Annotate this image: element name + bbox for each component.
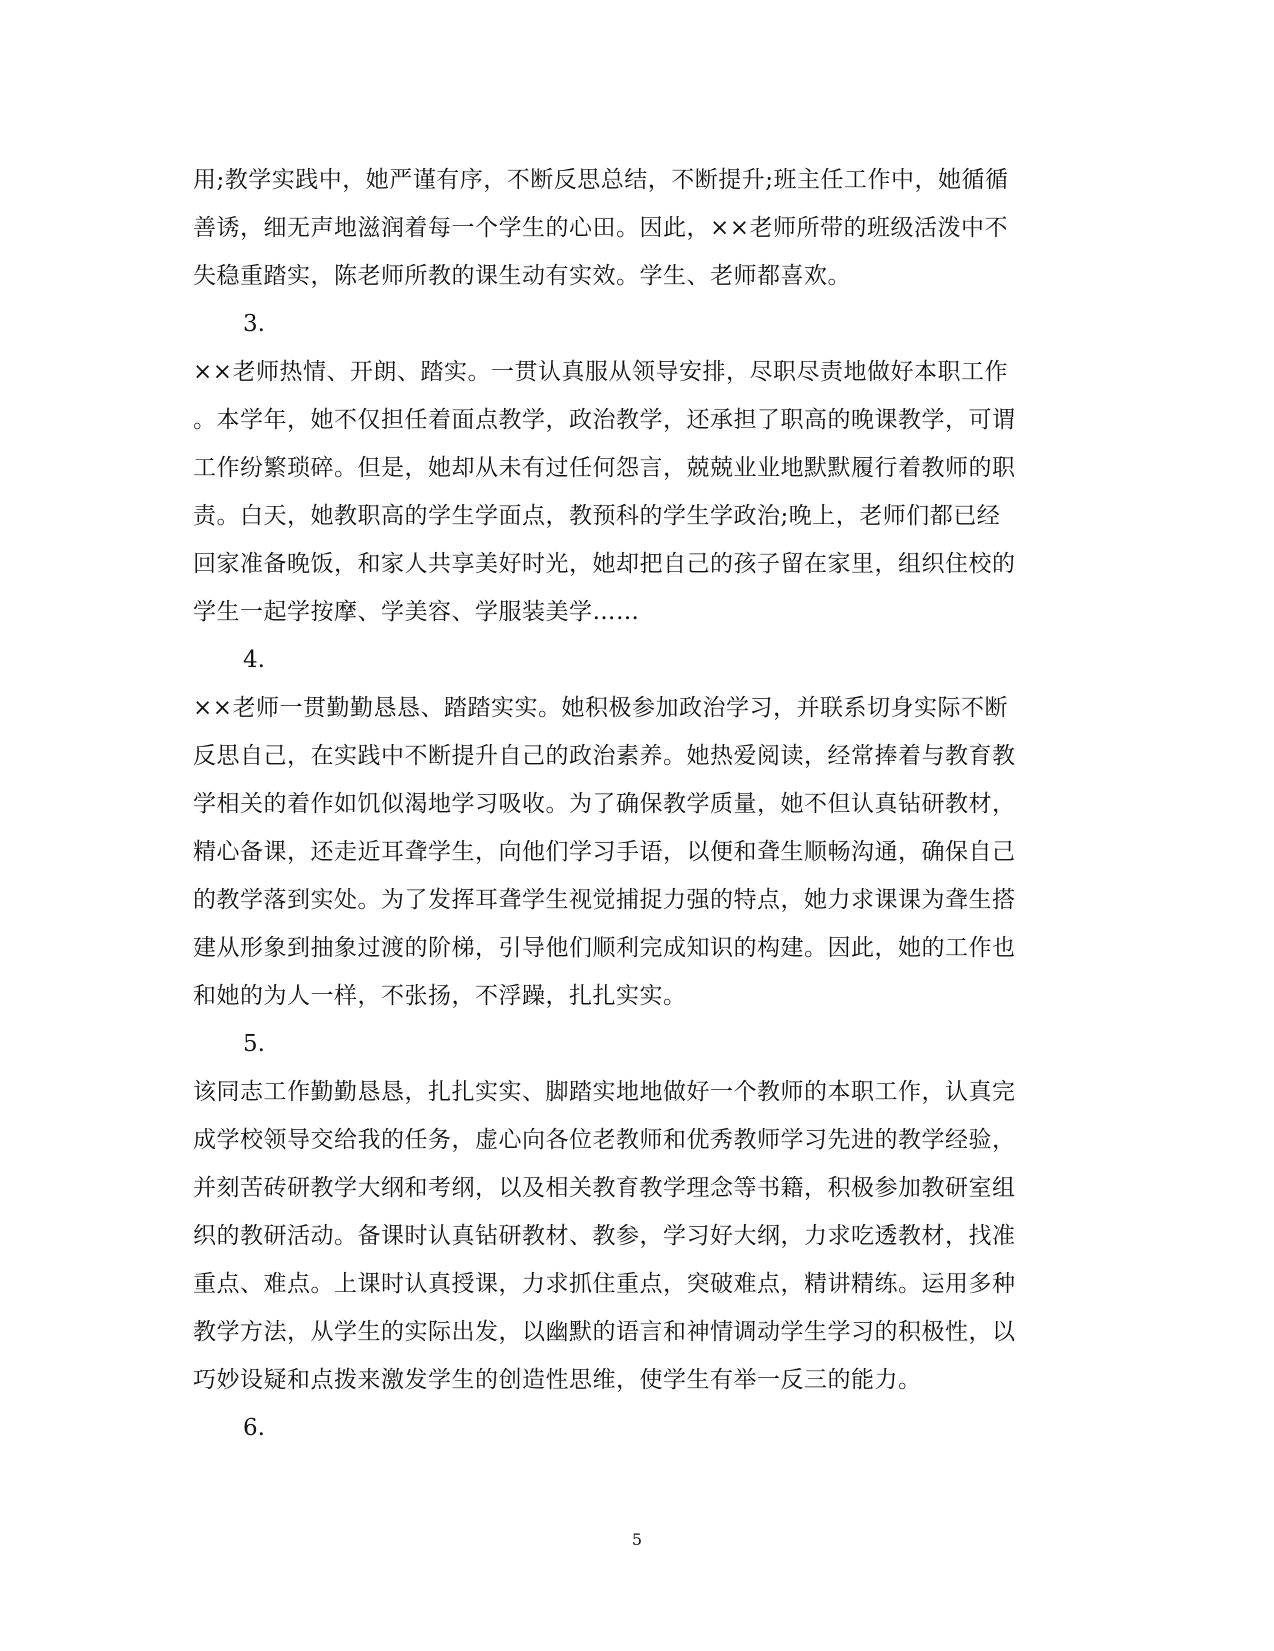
text-line: 的教学落到实处。为了发挥耳聋学生视觉捕捉力强的特点，她力求课课为聋生搭 [193, 887, 1016, 913]
text-line: 该同志工作勤勤恳恳，扎扎实实、脚踏实地地做好一个教师的本职工作，认真完 [193, 1079, 1016, 1105]
text-line: 建从形象到抽象过渡的阶梯，引导他们顺利完成知识的构建。因此，她的工作也 [193, 935, 1016, 961]
item-number: 6. [243, 1415, 265, 1441]
text-line: 并刻苦砖研教学大纲和考纲，以及相关教育教学理念等书籍，积极参加教研室组 [193, 1175, 1016, 1201]
text-line: 精心备课，还走近耳聋学生，向他们学习手语，以便和聋生顺畅沟通，确保自己 [193, 839, 1016, 865]
text-line: 责。白天，她教职高的学生学面点，教预科的学生学政治;晚上，老师们都已经 [193, 503, 1001, 529]
text-line: 。本学年，她不仅担任着面点教学，政治教学，还承担了职高的晚课教学，可谓 [193, 407, 1016, 433]
text-line: 重点、难点。上课时认真授课，力求抓住重点，突破难点，精讲精练。运用多种 [193, 1271, 1016, 1297]
text-line: 织的教研活动。备课时认真钻研教材、教参，学习好大纲，力求吃透教材，找准 [193, 1223, 1016, 1249]
text-line: 学生一起学按摩、学美容、学服装美学…… [193, 599, 640, 625]
item-number: 4. [243, 647, 265, 673]
text-line: 成学校领导交给我的任务，虚心向各位老教师和优秀教师学习先进的教学经验， [193, 1127, 1016, 1153]
text-line: 教学方法，从学生的实际出发，以幽默的语言和神情调动学生学习的积极性，以 [193, 1319, 1016, 1345]
text-line: 巧妙设疑和点拨来激发学生的创造性思维，使学生有举一反三的能力。 [193, 1367, 922, 1393]
text-line: ××老师一贯勤勤恳恳、踏踏实实。她积极参加政治学习，并联系切身实际不断 [193, 695, 1009, 721]
text-line: 工作纷繁琐碎。但是，她却从未有过任何怨言，兢兢业业地默默履行着教师的职 [193, 455, 1016, 481]
text-line: 反思自己，在实践中不断提升自己的政治素养。她热爱阅读，经常捧着与教育教 [193, 743, 1016, 769]
text-line: ××老师热情、开朗、踏实。一贯认真服从领导安排，尽职尽责地做好本职工作 [193, 359, 1009, 385]
item-number: 5. [243, 1031, 265, 1057]
page-number: 5 [631, 1530, 643, 1549]
text-line: 失稳重踏实，陈老师所教的课生动有实效。学生、老师都喜欢。 [193, 263, 851, 289]
text-line: 学相关的着作如饥似渴地学习吸收。为了确保教学质量，她不但认真钻研教材， [193, 791, 1016, 817]
text-line: 回家准备晚饭，和家人共享美好时光，她却把自己的孩子留在家里，组织住校的 [193, 551, 1016, 577]
item-number: 3. [243, 311, 265, 337]
document-body [193, 156, 1073, 1452]
text-line: 善诱，细无声地滋润着每一个学生的心田。因此，××老师所带的班级活泼中不 [193, 215, 1009, 241]
text-line: 和她的为人一样，不张扬，不浮躁，扎扎实实。 [193, 983, 687, 1009]
text-line: 用;教学实践中，她严谨有序，不断反思总结，不断提升;班主任工作中，她循循 [193, 167, 1009, 193]
